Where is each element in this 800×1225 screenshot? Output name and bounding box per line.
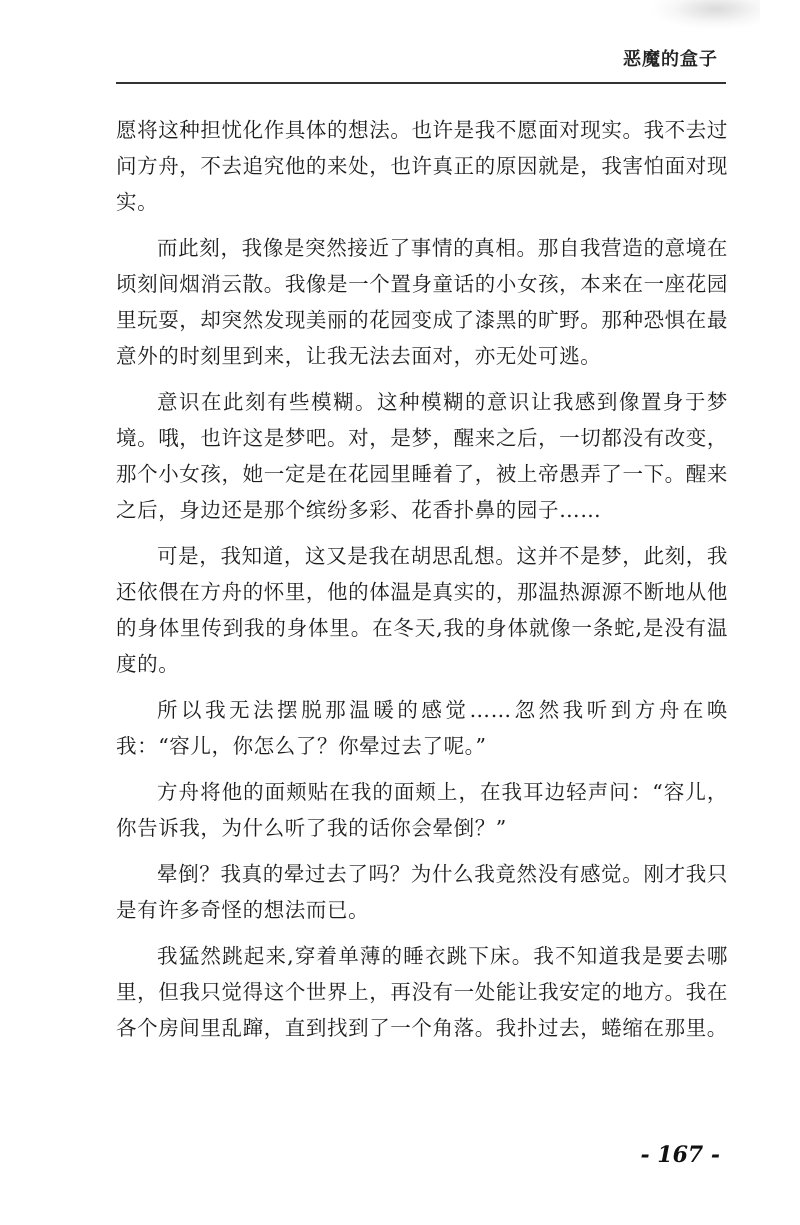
body-text bbox=[116, 112, 728, 1056]
paragraph-8: 我猛然跳起来,穿着单薄的睡衣跳下床。我不知道我是要去哪里，但我只觉得这个世界上，再没有一处能让我安定的地方。我在各个房间里乱蹿，直到找到了一个角落。我扑过去，蜷缩在那里。 bbox=[116, 944, 728, 1040]
paragraph-5: 所以我无法摆脱那温暖的感觉……忽然我听到方舟在唤我：“容儿，你怎么了？你晕过去了呢。” bbox=[116, 698, 728, 758]
paragraph-1: 愿将这种担忧化作具体的想法。也许是我不愿面对现实。我不去过问方舟，不去追究他的来处，也许真正的原因就是，我害怕面对现实。 bbox=[116, 118, 728, 214]
paragraph-4: 可是，我知道，这又是我在胡思乱想。这并不是梦，此刻，我还依偎在方舟的怀里，他的体温是真实的，那温热源源不断地从他的身体里传到我的身体里。在冬天,我的身体就像一条蛇,是没有温度的。 bbox=[116, 544, 728, 676]
page-scuff-mark bbox=[650, 0, 760, 30]
paragraph-3: 意识在此刻有些模糊。这种模糊的意识让我感到像置身于梦境。哦，也许这是梦吧。对，是梦，醒来之后，一切都没有改变，那个小女孩，她一定是在花园里睡着了，被上帝愚弄了一下。醒来之后，身边还是那个缤纷多彩、花香扑鼻的园子…… bbox=[116, 390, 728, 522]
page-number: - 167 - bbox=[640, 1142, 720, 1168]
paragraph-2: 而此刻，我像是突然接近了事情的真相。那自我营造的意境在顷刻间烟消云散。我像是一个置身童话的小女孩，本来在一座花园里玩耍，却突然发现美丽的花园变成了漆黑的旷野。那种恐惧在最意外的时刻里到来，让我无法去面对，亦无处可逃。 bbox=[116, 236, 728, 368]
running-head-title: 恶魔的盒子 bbox=[623, 49, 718, 70]
header-rule bbox=[116, 82, 726, 84]
paragraph-6: 方舟将他的面颊贴在我的面颊上，在我耳边轻声问：“容儿，你告诉我，为什么听了我的话你会晕倒？” bbox=[116, 780, 728, 840]
paragraph-7: 晕倒？我真的晕过去了吗？为什么我竟然没有感觉。刚才我只是有许多奇怪的想法而已。 bbox=[116, 862, 728, 922]
